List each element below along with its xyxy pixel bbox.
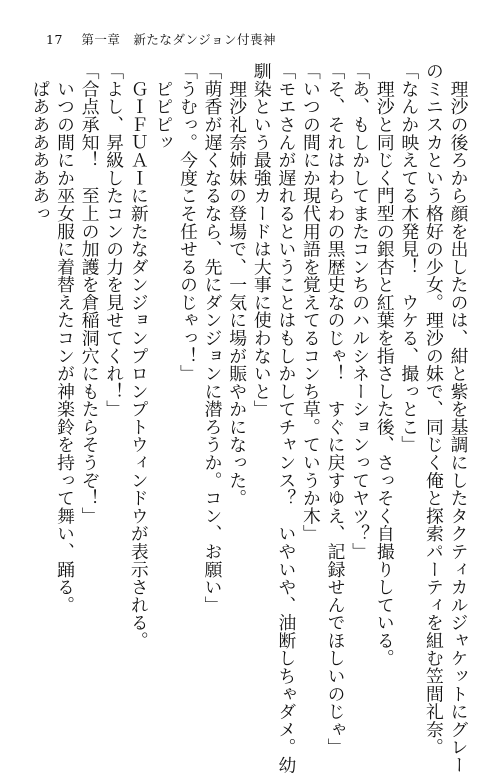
text-line: 「合点承知！ 至上の加護を倉稲洞穴にもたらそうぞ！」 <box>79 62 101 525</box>
text-line: 「萌香が遅くなるなら、先にダンジョンに潜ろうか。コン、お願い」 <box>202 62 224 614</box>
text-line: ＧＩＦＵＡＩに新たなダンジョンプロンプトウィンドウが表示される。 <box>128 62 150 650</box>
text-line: 「モエさんが遅れるということはもしかしてチャンス？ いやいや、油断しちゃダメ。幼 <box>275 62 297 774</box>
text-line: 理沙の後ろから顔を出したのは、紺と紫を基調にしたタクティカルジャケットにグレー <box>448 62 469 774</box>
text-line: 理沙と同じく門型の銀杏と紅葉を指さした後、さっそく自撮りしている。 <box>374 62 396 667</box>
page-number: 17 <box>46 32 63 47</box>
text-line: 「いつの間にか現代用語を覚えてるコンち草。ていうか木」 <box>300 62 322 543</box>
text-line: 「そ、それはわらわの黒歴史なのじゃ！ すぐに戻すゆえ、記録せんでほしいのじゃ」 <box>325 62 347 756</box>
text-line: 「あ、もしかしてまたコンちのハルシネーションってヤツ？」 <box>349 62 371 561</box>
text-line: 馴染という最強カードは大事に使わないと」 <box>251 62 273 418</box>
body-text <box>27 62 470 774</box>
text-line: のミニスカという格好の少女。理沙の妹で、同じく俺と探索パーティを組む笠間礼奈。 <box>423 62 445 756</box>
text-line: 「うむっ。今度こそ任せるのじゃっ！」 <box>177 62 199 383</box>
running-header <box>46 30 276 48</box>
text-line: いつの間にか巫女服に着替えたコンが神楽鈴を持って舞い、踊る。 <box>54 62 76 614</box>
text-line: ピピピッ <box>152 62 174 151</box>
text-line: 「よし、昇級したコンの力を見せてくれ！」 <box>103 62 125 418</box>
text-line: 理沙礼奈姉妹の登場で、一気に場が賑やかになった。 <box>226 62 248 507</box>
text-line: ぱああああああっ <box>29 62 51 223</box>
chapter-title: 第一章 新たなダンジョン付喪神 <box>81 32 276 47</box>
text-line: 「なんか映えてる木発見！ ウケる、撮っとこ」 <box>398 62 420 454</box>
